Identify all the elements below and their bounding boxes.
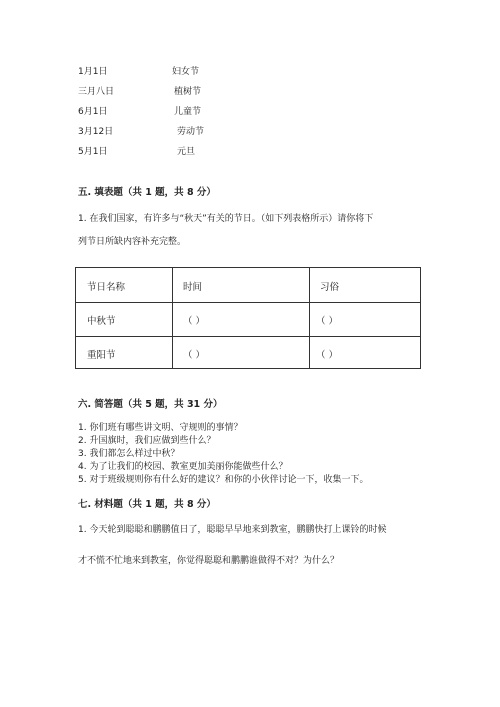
section5-question-line2: 列节日所缺内容补充完整。 [78, 237, 187, 247]
table-row [76, 336, 420, 370]
table-cell-name: 重阳节 [87, 350, 116, 361]
match-left-1: 1月1日 [78, 67, 108, 77]
match-right-2: 植树节 [174, 87, 202, 97]
section6-question-2: 2. 升国旗时，我们应做到些什么？ [78, 436, 216, 446]
section7-question-line1: 1. 今天轮到聪聪和鹏鹏值日了，聪聪早早地来到教室，鹏鹏快打上课铃的时候 [78, 525, 387, 535]
section5-question-line1: 1. 在我们国家，有许多与“秋天”有关的节日。（如下列表格所示）请你将下 [78, 214, 374, 224]
festival-table [75, 267, 421, 369]
match-right-5: 元旦 [177, 147, 196, 157]
table-cell-time-blank: （ ） [183, 316, 206, 327]
table-header-row [76, 268, 420, 302]
table-header-name: 节日名称 [87, 282, 126, 293]
section6-question-3: 3. 我们都怎么样过中秋？ [78, 449, 180, 459]
match-right-1: 妇女节 [172, 67, 200, 77]
section5-title: 五. 填表题（共 1 题，共 8 分） [78, 187, 216, 198]
table-row [76, 302, 420, 336]
table-header-time: 时间 [183, 282, 203, 293]
table-header-custom: 习俗 [320, 282, 340, 293]
section7-title: 七. 材料题（共 1 题，共 8 分） [78, 499, 216, 510]
table-cell-custom-blank: （ ） [316, 350, 339, 361]
section6-question-4: 4. 为了让我们的校园、教室更加美丽你能做些什么？ [78, 462, 288, 472]
table-cell-name: 中秋节 [87, 316, 116, 327]
match-right-4: 劳动节 [177, 127, 205, 137]
table-cell-time-blank: （ ） [183, 350, 206, 361]
section6-question-1: 1. 你们班有哪些讲文明、守规则的事情？ [78, 423, 243, 433]
match-left-5: 5月1日 [78, 147, 108, 157]
section7-question-line2: 才不慌不忙地来到教室，你觉得聪聪和鹏鹏谁做得不对？为什么？ [78, 556, 340, 566]
section6-title: 六. 简答题（共 5 题，共 31 分） [78, 399, 223, 410]
match-right-3: 儿童节 [174, 107, 202, 117]
section6-question-5: 5. 对于班级规则你有什么好的建议？和你的小伙伴讨论一下，收集一下。 [78, 475, 369, 485]
match-left-4: 3月12日 [78, 127, 114, 137]
match-left-3: 6月1日 [78, 107, 108, 117]
table-cell-custom-blank: （ ） [316, 316, 339, 327]
match-left-2: 三月八日 [78, 87, 115, 97]
